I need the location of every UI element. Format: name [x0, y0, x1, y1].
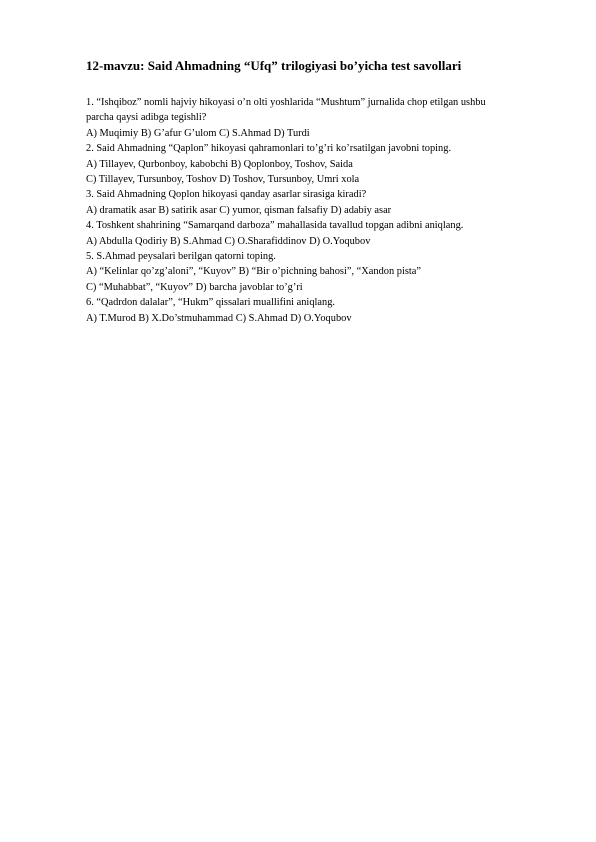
- text-line: A) “Kelinlar qo’zg’aloni”, “Kuyov” B) “Bir o’pichning bahosi”, “Xandon pista”: [86, 266, 421, 278]
- text-line: C) Tillayev, Tursunboy, Toshov D) Toshov, Tursunboy, Umri xola: [86, 174, 360, 186]
- text-line: 6. “Qadrdon dalalar”, “Hukm” qissalari muallifini aniqlang.: [86, 297, 336, 309]
- text-line: 2. Said Ahmadning “Qaplon” hikoyasi qahramonlari to’g’ri ko’rsatilgan javobni toping.: [86, 143, 452, 155]
- page-title: 12-mavzu: Said Ahmadning “Ufq” trilogiyasi bo’yicha test savollari: [86, 58, 462, 73]
- text-line: A) dramatik asar B) satirik asar C) yumor, qisman falsafiy D) adabiy asar: [86, 204, 392, 216]
- text-line: 3. Said Ahmadning Qoplon hikoyasi qanday asarlar sirasiga kiradi?: [86, 189, 367, 201]
- text-line: parcha qaysi adibga tegishli?: [86, 112, 207, 124]
- text-line: A) Muqimiy B) G’afur G’ulom C) S.Ahmad D) Turdi: [86, 127, 310, 139]
- text-line: C) “Muhabbat”, “Kuyov” D) barcha javoblar to’g’ri: [86, 281, 303, 293]
- text-line: A) Abdulla Qodiriy B) S.Ahmad C) O.Sharafiddinov D) O.Yoqubov: [86, 235, 371, 247]
- text-line: A) Tillayev, Qurbonboy, kabobchi B) Qoplonboy, Toshov, Saida: [86, 158, 353, 170]
- text-line: 5. S.Ahmad peysalari berilgan qatorni toping.: [86, 251, 276, 263]
- text-line: A) T.Murod B) X.Do’stmuhammad C) S.Ahmad D) O.Yoqubov: [86, 312, 352, 324]
- text-line: 4. Toshkent shahrining “Samarqand darboza” mahallasida tavallud topgan adibni aniqlang.: [86, 220, 464, 232]
- text-line: 1. “Ishqiboz” nomli hajviy hikoyasi o’n olti yoshlarida “Mushtum” jurnalida chop etilgan ushbu: [86, 97, 486, 108]
- question-list: [86, 95, 556, 326]
